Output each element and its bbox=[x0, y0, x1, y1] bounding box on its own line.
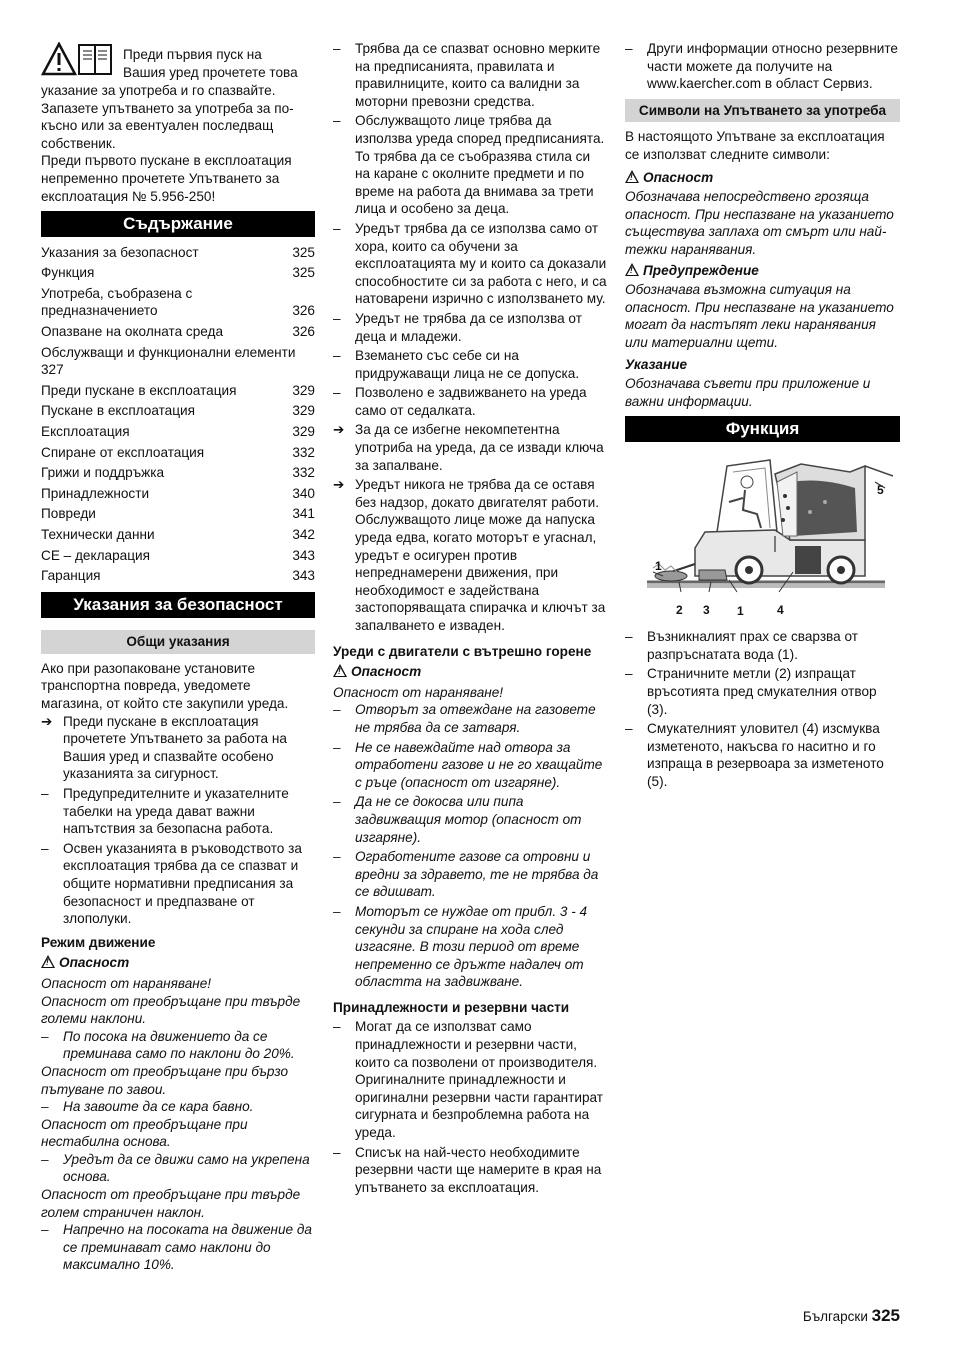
figure-label: 1 bbox=[655, 559, 662, 574]
toc-row[interactable]: Технически данни 342 bbox=[41, 526, 315, 542]
general-subheading: Общи указания bbox=[41, 630, 315, 654]
danger-label: !Опасност bbox=[333, 663, 607, 681]
sweeper-figure bbox=[625, 452, 900, 624]
engine-subheading: Уреди с двигатели с вътрешно горене bbox=[333, 643, 592, 659]
safety-heading: Указания за безопасност bbox=[41, 592, 315, 618]
intro-line-1: Преди първия пуск на bbox=[123, 47, 262, 62]
list-item: – Освен указанията в ръководството за експлоатация трябва да се спазват и общите нормативни предписания за безопасност и предпазване от злополуки. bbox=[41, 840, 302, 927]
intro-header bbox=[41, 40, 315, 80]
toc-row[interactable]: Пускане в експлоатация 329 bbox=[41, 403, 315, 419]
column-1 bbox=[41, 40, 315, 1274]
function-heading: Функция bbox=[625, 416, 900, 442]
accessories-subheading: Принадлежности и резервни части bbox=[333, 999, 570, 1015]
page-number: 325 bbox=[871, 1306, 900, 1326]
list-item: – Възникналият прах се сварзва от разпръснатата вода (1). bbox=[625, 629, 858, 662]
toc-row[interactable]: Употреба, съобразена с предназначението 326 bbox=[41, 285, 315, 319]
page-footer bbox=[803, 1307, 900, 1326]
list-item: – Вземането със себе си на придружаващи лица не се допуска. bbox=[333, 348, 580, 381]
danger-text: Обозначава непосредствено грозяща опасност. При неспазване на указанието съществува заплаха от смърт или най-тежки наранявания. bbox=[625, 189, 894, 257]
toc-row[interactable]: Грижи и поддръжка 332 bbox=[41, 465, 315, 481]
toc-row[interactable]: Указания за безопасност 325 bbox=[41, 244, 315, 260]
figure-label: 1 bbox=[737, 604, 744, 619]
figure-label: 5 bbox=[877, 483, 884, 498]
toc-row[interactable]: Опазване на околната среда 326 bbox=[41, 324, 315, 340]
list-item: ➔ За да се избегне некомпетентна употриба на уреда, да се извади ключа за запалване. bbox=[333, 422, 604, 473]
list-item: – Предупредителните и указателните табелки на уреда дават важни напътствия за безопасна работа. bbox=[41, 786, 289, 837]
warning-triangle-icon bbox=[625, 263, 639, 276]
figure-label: 4 bbox=[777, 603, 784, 618]
list-item: – Други информации относно резервните части можете да получите на www.kaercher.com в област Сервиз. bbox=[625, 41, 898, 92]
toc-row[interactable]: Принадлежности 340 bbox=[41, 485, 315, 501]
toc-row[interactable]: Повреди 341 bbox=[41, 506, 315, 522]
column-3 bbox=[625, 40, 900, 791]
toc-row[interactable]: Обслужващи и функционални елементи 327 bbox=[41, 344, 296, 378]
list-item: – Списък на най-често необходимите резервни части ще намерите в края на упътването за експлоатация. bbox=[333, 1144, 602, 1195]
column-2 bbox=[333, 40, 607, 1196]
symbols-intro: В настоящото Упътване за експлоатация се използват следните символи: bbox=[625, 129, 885, 162]
figure-label: 3 bbox=[703, 603, 710, 618]
warning-label: !Предупреждение bbox=[625, 262, 900, 280]
list-item: – Уредът трябва да се използва само от хора, които са обучени за експлоатацията му и които са доказали способностите си за работа с него, и са натоварени изрично с използването му. bbox=[333, 220, 607, 307]
warning-manual-icon bbox=[41, 42, 113, 76]
list-item: ➔ Преди пускане в експлоатация прочетете Упътването за работа на Вашия уред и спазвайте особено указанията за сигурност. bbox=[41, 713, 287, 782]
note-label: Указание bbox=[625, 356, 688, 372]
intro-text-2: Преди първото пускане в експлоатация непременно прочетете Упътването за експлоатация № 5.956-250! bbox=[41, 153, 292, 204]
toc-row[interactable]: Гаранция 343 bbox=[41, 568, 315, 584]
list-item: – Трябва да се спазват основно мерките на предписанията, правилата и правилниците, които са валидни за моторни превозни средства. bbox=[333, 41, 601, 109]
danger-label: !Опасност bbox=[41, 954, 315, 972]
toc-row[interactable]: Спиране от експлоатация 332 bbox=[41, 444, 315, 460]
warning-triangle-icon bbox=[625, 170, 639, 183]
intro-text: указание за употреба и го спазвайте. Запазете упътването за употреба за по-късно или за евентуален последващ собственик. bbox=[41, 83, 294, 151]
warning-triangle-icon bbox=[41, 955, 55, 968]
list-item: – Страничните метли (2) изпращат връсотията пред смукателния отвор (3). bbox=[625, 666, 877, 717]
danger-label: !Опасност bbox=[625, 169, 900, 187]
sweeper-diagram bbox=[625, 452, 900, 624]
engine-block: Опасност от нараняване! – Отворът за отвеждане на газовете не трябва да се затваря. – Не се навеждайте над отвора за отработени газове и не го хващайте с ръце (опасност от изгаряне). – Да не се докосва или пипа задвижващия мотор (опасност от изгаряне). – Огработените газове са отровни и вредни за здравето, те не трябва да се вдишват. – Моторът се нуждае от прибл. 3 - 4 секунди за спиране на хода след изгасяне. В този период от време непременно се дръжте надалеч от областта на задвижване. bbox=[333, 684, 603, 990]
list-item: – Обслужващото лице трябва да използва уреда според предписанията. То трябва да се съобразява стила си на каране с околните предмети и по време на работа да внимава за трети лица и особено за деца. bbox=[333, 113, 605, 217]
list-item: – Могат да се използват само принадлежности и резервни части, които са позволени от производителя. Оригиналните принадлежности и оригинални резервни части гарантират сигурната и безпроблемна работа на уреда. bbox=[333, 1019, 604, 1141]
symbols-subheading: Символи на Упътването за употреба bbox=[625, 99, 900, 123]
toc-row[interactable]: Преди пускане в експлоатация 329 bbox=[41, 382, 315, 398]
list-item: – Позволено е задвижването на уреда само от седалката. bbox=[333, 385, 587, 418]
general-text: Ако при разопаковане установите транспортна повреда, уведомете магазина, от който сте закупили уреда. bbox=[41, 660, 289, 712]
list-item: – Уредът не трябва да се използва от деца и младежи. bbox=[333, 310, 582, 344]
toc-list bbox=[41, 242, 315, 586]
list-item: ➔ Уредът никога не трябва да се оставя без надзор, докато двигателят работи. Обслужващото лице може да напуска уреда едва, когато моторът е угаснал, уредът е осигурен против непреднамерени движения, при необходимост е задействана застопоряващата спирачка и ключът за запалването е изваден. bbox=[333, 477, 606, 633]
toc-row[interactable]: CE – декларация 343 bbox=[41, 547, 315, 563]
language-label: Български bbox=[802, 1309, 868, 1325]
warning-text: Обозначава възможна ситуация на опасност. При неспазване на указанието могат да настъпят леки наранявания или материални щети. bbox=[625, 282, 894, 350]
figure-label: 2 bbox=[676, 603, 683, 618]
drive-block: Опасност от нараняване! Опасност от преобръщане при твърде големи наклони. – По посока на движението да се преминава само по наклони до 20%. Опасност от преобръщане при бързо пътуване по завои. – На завоите да се кара бавно. Опасност от преобръщане при нестабилна основа. – Уредът да се движи само на укрепена основа. Опасност от преобръщане при твърде голем страничен наклон. – Напречно на посоката на движение да се преминават само наклони до максимално 10%. bbox=[41, 975, 312, 1273]
toc-row[interactable]: Експлоатация 329 bbox=[41, 424, 315, 439]
list-item: – Смукателният уловител (4) изсмуква изметеното, накъсва го наситно и го изпраща в резервоара за изметеното (5). bbox=[625, 721, 884, 790]
warning-triangle-icon bbox=[333, 664, 347, 677]
toc-heading: Съдържание bbox=[41, 211, 315, 237]
drive-subheading: Режим движение bbox=[41, 934, 156, 950]
note-text: Обозначава съвети при приложение и важни информации. bbox=[625, 376, 871, 409]
toc-row[interactable]: Функция 325 bbox=[41, 265, 315, 281]
intro-line-2: Вашия уред прочетете това bbox=[123, 65, 298, 80]
